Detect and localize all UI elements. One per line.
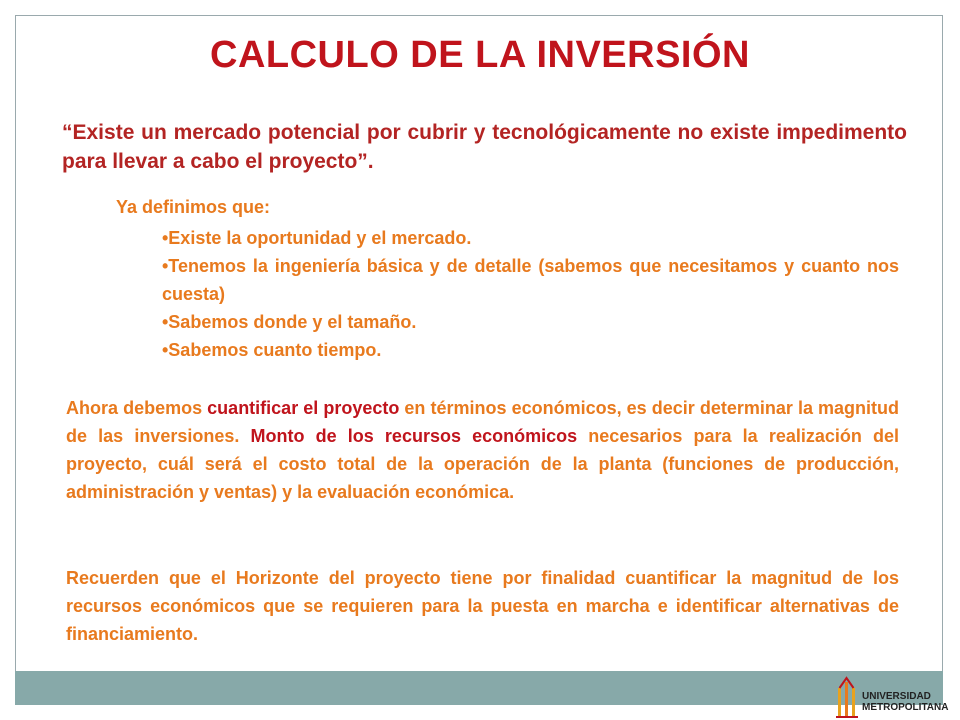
quote-text: “Existe un mercado potencial por cubrir y tecnológicamente no existe impedimento para llevar a cabo el proyecto”.	[62, 121, 907, 173]
bullet-item: •Sabemos donde y el tamaño.	[162, 312, 417, 332]
paragraph-text: Ahora debemos	[66, 398, 208, 418]
university-name-line2: METROPOLITANA	[862, 702, 949, 713]
paragraph-text: en términos económicos, es decir determinar la magnitud de las inversiones.	[66, 398, 900, 446]
paragraph-horizon: Recuerden que el Horizonte del proyecto tiene por finalidad cuantificar la magnitud de los recursos económicos que se requieren para la puesta en marcha e identificar alternativas de financiamiento.	[66, 568, 899, 644]
footer-bar	[15, 671, 943, 705]
paragraph-investment	[66, 394, 899, 506]
university-name-line1: UNIVERSIDAD	[862, 691, 931, 702]
bullet-list	[162, 224, 899, 364]
slide-title: CALCULO DE LA INVERSIÓN	[210, 34, 750, 76]
highlight-text: Monto de los recursos económicos	[250, 426, 578, 446]
bullet-item: •Sabemos cuanto tiempo.	[162, 340, 382, 360]
university-logo	[836, 674, 960, 720]
bullet-item: •Existe la oportunidad y el mercado.	[162, 228, 472, 248]
defined-heading: Ya definimos que:	[116, 197, 271, 217]
paragraph-text: necesarios para la realización del proyecto, cuál será el costo total de la operación de la planta (funciones de producción, administración y ventas) y la evaluación económica.	[66, 426, 900, 502]
highlight-text: cuantificar el proyecto	[207, 398, 400, 418]
bullet-item: •Tenemos la ingeniería básica y de detalle (sabemos que necesitamos y cuanto nos cuesta)	[162, 256, 899, 304]
university-logo-icon	[836, 674, 862, 720]
university-name	[862, 691, 948, 713]
